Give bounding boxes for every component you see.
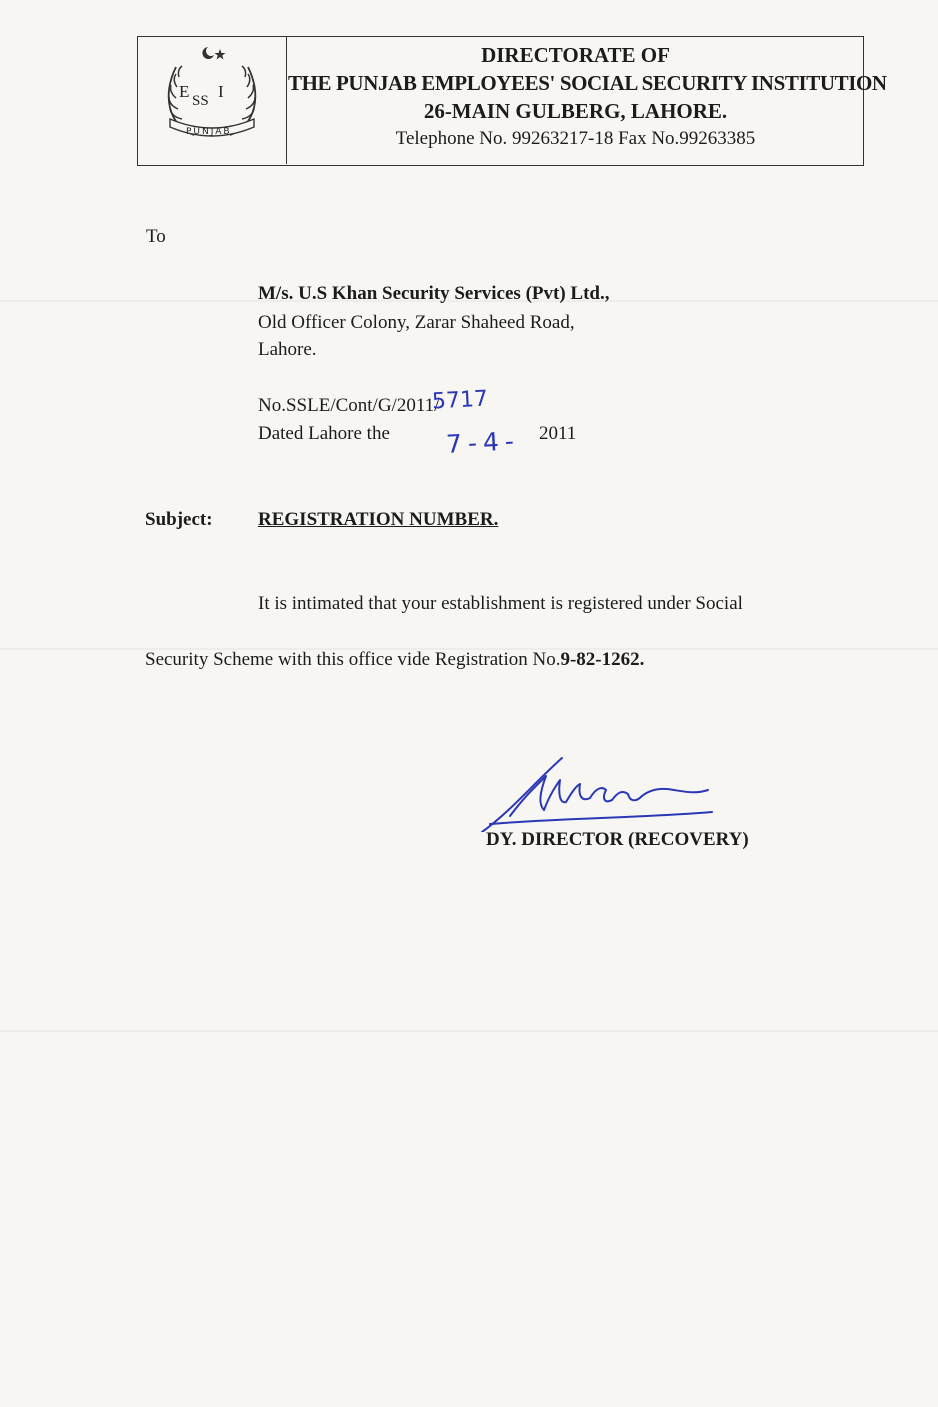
svg-text:SS: SS — [192, 93, 209, 109]
body-line-2 — [145, 648, 644, 672]
addressee-address-line1: Old Officer Colony, Zarar Shaheed Road, — [258, 312, 575, 333]
date-year: 2011 — [539, 423, 577, 444]
svg-text:PUNJAB: PUNJAB — [186, 127, 232, 137]
logo-cell — [138, 37, 287, 164]
dated-label: Dated Lahore the — [258, 423, 390, 444]
addressee-address-line2: Lahore. — [258, 339, 317, 360]
letterhead-title: DIRECTORATE OF — [481, 43, 670, 67]
institution-name: THE PUNJAB EMPLOYEES' SOCIAL SECURITY INSTITUTION — [288, 71, 887, 95]
contact-numbers: Telephone No. 99263217-18 Fax No.99263385 — [395, 128, 756, 149]
svg-text:I: I — [218, 82, 224, 101]
institution-address: 26-MAIN GULBERG, LAHORE. — [423, 99, 728, 123]
signature-icon — [480, 752, 720, 832]
handwritten-date: 7-4- — [445, 426, 521, 459]
body-line-1: It is intimated that your establishment is registered under Social — [258, 593, 743, 614]
essi-logo-icon — [154, 43, 270, 155]
registration-number: 9-82-1262. — [560, 649, 645, 670]
addressee-name: M/s. U.S Khan Security Services (Pvt) Ltd., — [258, 283, 610, 304]
reference-number — [258, 394, 439, 418]
letterhead — [137, 36, 887, 166]
reference-prefix: No.SSLE/Cont/G/2011/ — [258, 395, 440, 416]
paper-fold — [0, 1030, 938, 1032]
subject-label: Subject: — [145, 509, 213, 530]
signatory-title: DY. DIRECTOR (RECOVERY) — [486, 829, 749, 850]
to-label: To — [146, 226, 166, 247]
handwritten-reference: 5717 — [431, 386, 489, 415]
subject-text: REGISTRATION NUMBER. — [258, 509, 499, 530]
letterhead-text — [288, 37, 887, 164]
body-line-2-text: Security Scheme with this office vide Registration No. — [145, 649, 561, 670]
svg-text:E: E — [179, 82, 190, 101]
